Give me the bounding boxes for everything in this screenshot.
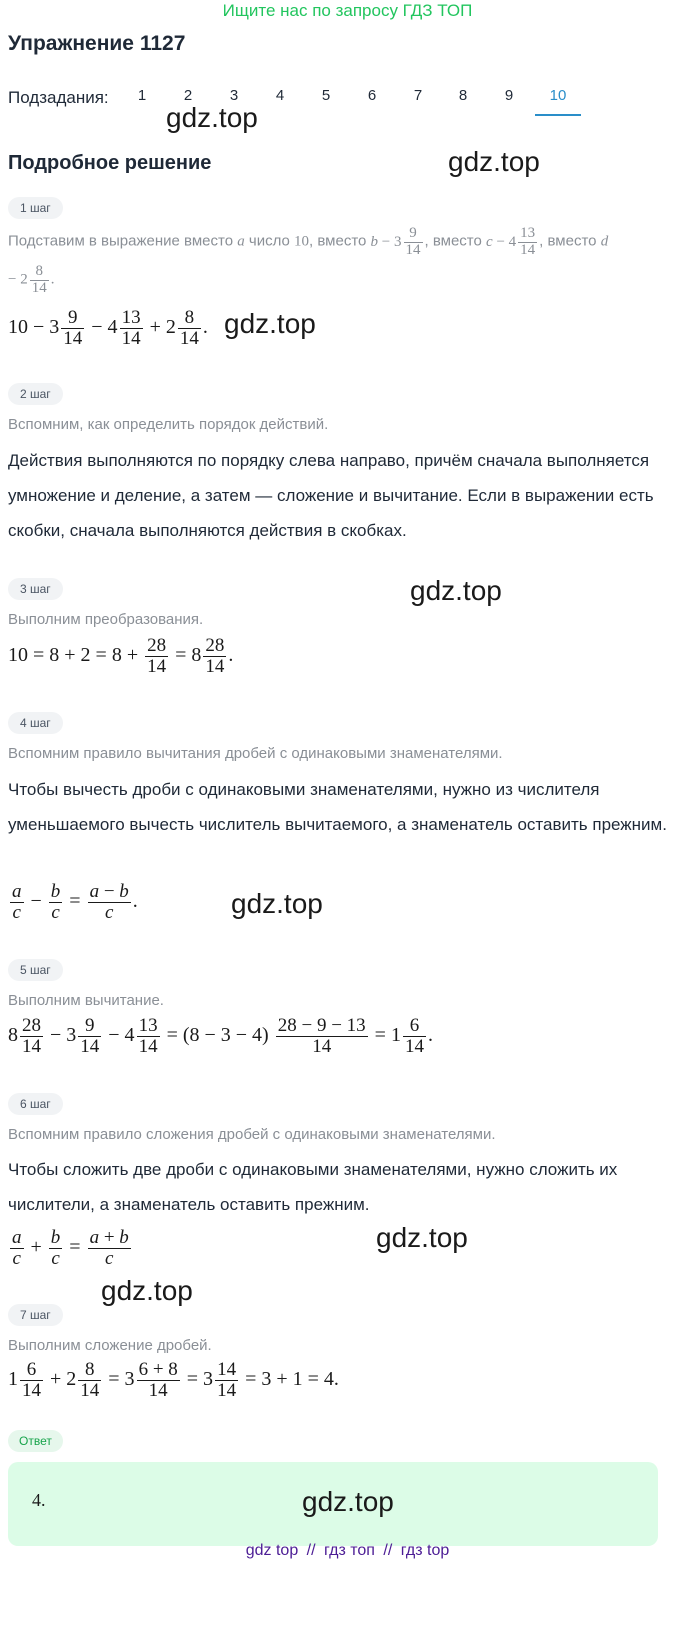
watermark: gdz.top (166, 102, 258, 133)
math-expr: c − 4 $\frac{13}{14}$ (486, 225, 536, 258)
footer-separator: // (383, 1542, 393, 1559)
step-4-formula: $\frac{a}{c}$ − $\frac{b}{c}$ = $\frac{a - b}{c}$ . (12, 881, 138, 923)
step-3-hint: Выполним преобразования. (8, 611, 204, 628)
step-2-hint: Вспомним, как определить порядок действий. (8, 416, 329, 433)
subtask-tab-8[interactable]: 8 (458, 87, 468, 104)
math-expr: b − 3 $\frac{9}{14}$ (370, 225, 421, 258)
subtask-tab-9[interactable]: 9 (504, 87, 514, 104)
step-1-hint-line-1 (8, 226, 608, 259)
step-3-expression: 10 = 8 + 2 = 8 + $\frac{28}{14}$ = 8 $\frac{28}{14}$ . (8, 635, 234, 677)
step-badge-4: 4 шаг (8, 712, 63, 734)
step-badge-3: 3 шаг (8, 578, 63, 600)
step-2-text: Действия выполняются по порядку слева направо, причём сначала выполняется умножение и деление, а затем — сложение и вычитание. Если в выражении есть скобки, сначала выполняются действия в скобках. (8, 451, 654, 540)
step-6-formula: $\frac{a}{c}$ + $\frac{b}{c}$ = $\frac{a + b}{c}$ (12, 1227, 129, 1269)
math-var: d (600, 233, 609, 250)
step-4-hint: Вспомним правило вычитания дробей с одинаковыми знаменателями. (8, 745, 503, 762)
step-1-text: Подставим в выражение вместо (8, 232, 234, 250)
footer-separator: // (306, 1542, 316, 1559)
subtask-tab-3[interactable]: 3 (229, 87, 239, 104)
subtask-tab-4[interactable]: 4 (275, 87, 285, 104)
step-badge-2: 2 шаг (8, 383, 63, 405)
subtask-tab-6[interactable]: 6 (367, 87, 377, 104)
watermark: gdz.top (101, 1275, 193, 1306)
subtask-tab-2[interactable]: 2 (183, 87, 193, 104)
footer-link-gdz-top[interactable]: gdz top (245, 1542, 299, 1559)
step-5-hint: Выполним вычитание. (8, 992, 164, 1009)
watermark: gdz.top (302, 1486, 394, 1517)
step-6-text: Чтобы сложить две дроби с одинаковыми знаменателями, нужно сложить их числители, а знаменатель оставить прежним. (8, 1160, 618, 1214)
step-1-text: , вместо (539, 232, 597, 250)
subtasks-label: Подзадания: (8, 88, 109, 107)
watermark: gdz.top (224, 308, 316, 339)
page-title: Упражнение 1127 (8, 32, 186, 55)
subtask-tab-7[interactable]: 7 (413, 87, 423, 104)
subtask-tab-1[interactable]: 1 (137, 87, 147, 104)
footer-link-gdz-top-ru[interactable]: гдз топ (324, 1542, 375, 1559)
step-1-text: , вместо (309, 232, 367, 250)
step-1-hint-line-2: − 2 $\frac{8}{14}$ . (8, 263, 55, 296)
step-1-text: число (248, 232, 290, 250)
step-6-hint: Вспомним правило сложения дробей с одинаковыми знаменателями. (8, 1126, 496, 1143)
answer-value: 4. (32, 1490, 46, 1510)
step-badge-7: 7 шаг (8, 1304, 63, 1326)
watermark: gdz.top (410, 575, 502, 606)
footer-links (0, 1542, 695, 1560)
section-title: Подробное решение (8, 152, 212, 174)
step-1-text: , вместо (424, 232, 482, 250)
step-7-hint: Выполним сложение дробей. (8, 1337, 212, 1354)
subtask-tab-10[interactable]: 10 (535, 84, 581, 116)
watermark: gdz.top (448, 146, 540, 177)
step-7-expression: 1 $\frac{6}{14}$ + 2 $\frac{8}{14}$ = 3 $\frac{6 + 8}{14}$ = 3 $\frac{14}{14}$ = 3 + 1 = 4. (8, 1359, 339, 1401)
step-4-text: Чтобы вычесть дроби с одинаковыми знаменателями, нужно из числителя уменьшаемого вычесть числитель вычитаемого, а знаменатель оставить прежним. (8, 780, 667, 834)
watermark: gdz.top (231, 888, 323, 919)
answer-badge: Ответ (8, 1430, 63, 1452)
step-1-expression: 10 − 3 $\frac{9}{14}$ − 4 $\frac{13}{14}$ + 2 $\frac{8}{14}$ . (8, 307, 208, 349)
step-badge-6: 6 шаг (8, 1093, 63, 1115)
subtasks-nav (8, 84, 688, 116)
footer-link-gdz-top-mixed[interactable]: гдз top (400, 1542, 450, 1559)
math-value: 10 (294, 233, 310, 250)
watermark: gdz.top (376, 1222, 468, 1253)
math-var: a (237, 233, 245, 250)
subtask-tab-5[interactable]: 5 (321, 87, 331, 104)
step-5-expression: 8 $\frac{28}{14}$ − 3 $\frac{9}{14}$ − 4 $\frac{13}{14}$ = (8 − 3 − 4) $\frac{28 - 9 - 13}{14}$ = 1 $\frac{6}{14}$ . (8, 1015, 433, 1057)
promo-link[interactable]: Ищите нас по запросу ГДЗ ТОП (222, 1, 473, 20)
step-badge-1: 1 шаг (8, 197, 63, 219)
step-badge-5: 5 шаг (8, 959, 63, 981)
